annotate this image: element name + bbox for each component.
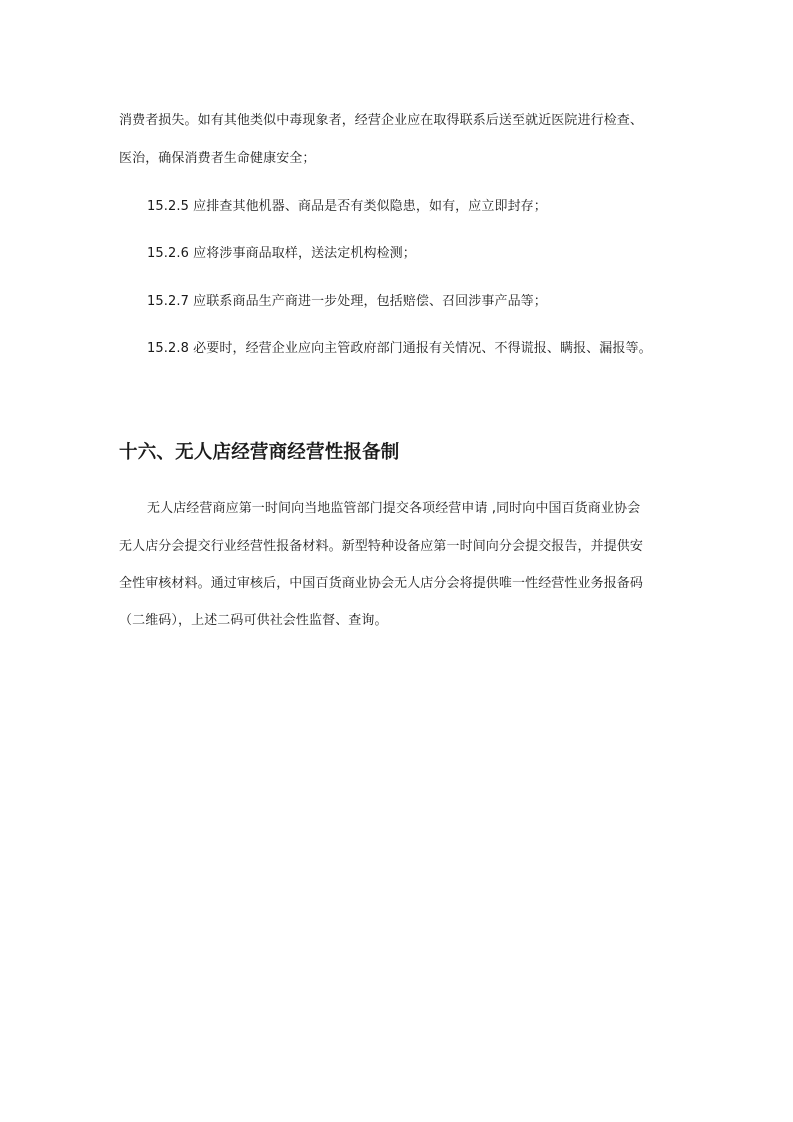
paragraph-line: 无人店经营商应第一时间向当地监管部门提交各项经营申请 ,同时向中国百货商业协会 [147, 501, 641, 516]
paragraph-line: 消费者损失。如有其他类似中毒现象者，经营企业应在取得联系后送至就近医院进行检查、 [119, 113, 644, 128]
paragraph-line: 医治，确保消费者生命健康安全； [119, 151, 316, 166]
paragraph-line: 全性审核材料。通过审核后，中国百货商业协会无人店分会将提供唯一性经营性业务报备码 [119, 576, 644, 591]
paragraph-line: （二维码），上述二码可供社会性监督、查询。 [119, 613, 388, 628]
clause-15-2-8: 15.2.8 必要时，经营企业应向主管政府部门通报有关情况、不得谎报、瞒报、漏报等。 [147, 341, 652, 356]
clause-15-2-5: 15.2.5 应排查其他机器、商品是否有类似隐患，如有，应立即封存； [147, 199, 547, 214]
paragraph-line: 无人店分会提交行业经营性报备材料。新型特种设备应第一时间向分会提交报告，并提供安 [119, 539, 644, 554]
clause-15-2-6: 15.2.6 应将涉事商品取样，送法定机构检测； [147, 246, 416, 261]
clause-15-2-7: 15.2.7 应联系商品生产商进一步处理，包括赔偿、召回涉事产品等； [147, 294, 547, 309]
section-heading: 十六、无人店经营商经营性报备制 [119, 442, 400, 463]
